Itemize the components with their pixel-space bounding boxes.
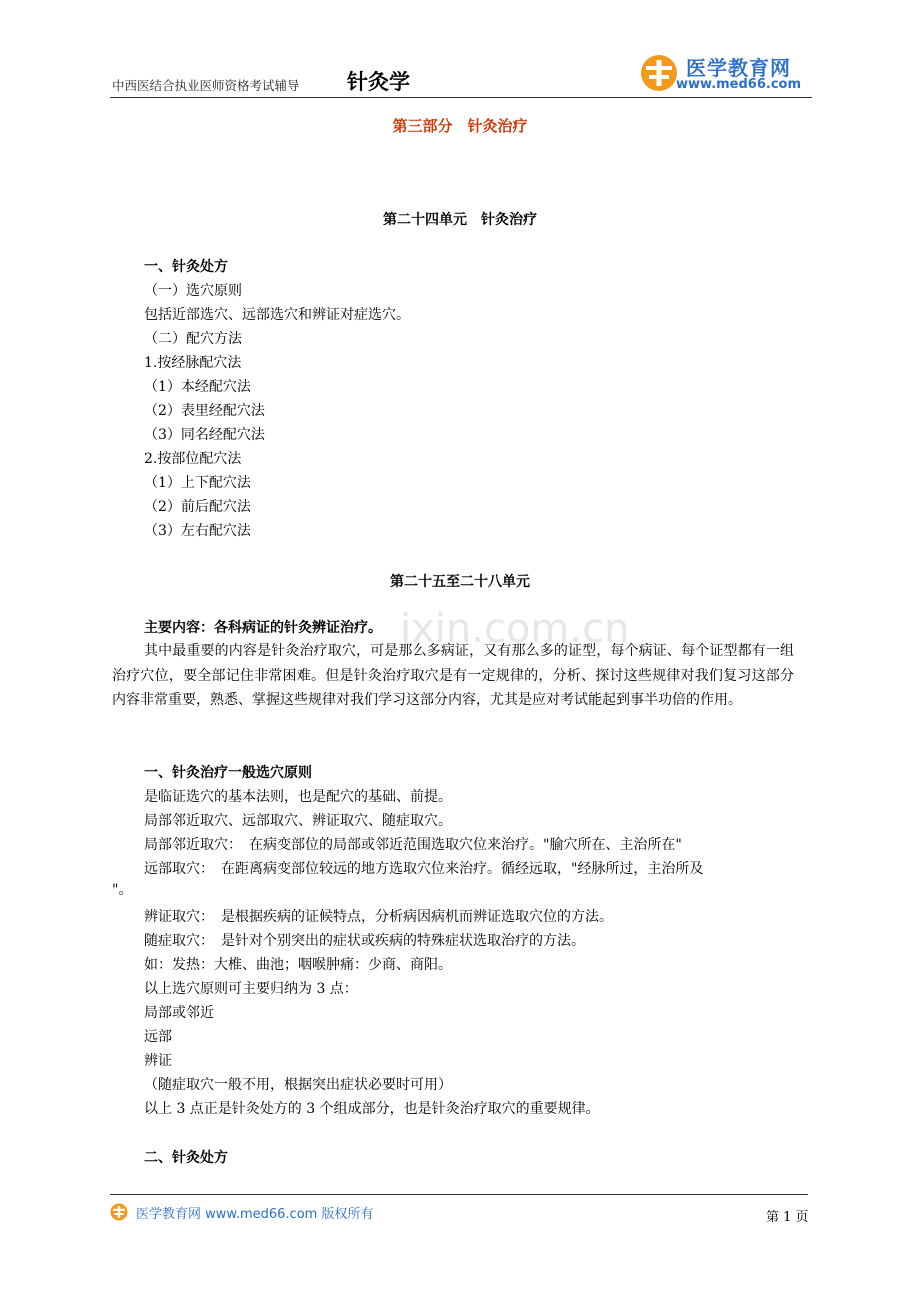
unit-24-heading: 一、针灸处方	[144, 259, 228, 275]
header-subtitle: 中西医结合执业医师资格考试辅导	[112, 78, 300, 93]
footer-copyright-text: 医学教育网 www.med66.com 版权所有	[136, 1207, 374, 1222]
section-1-line: 局部邻近取穴： 在病变部位的局部或邻近范围选取穴位来治疗。"腧穴所在、主治所在"	[144, 837, 682, 853]
unit-24-line: 1.按经脉配穴法	[144, 355, 242, 371]
section-1-line: （随症取穴一般不用，根据突出症状必要时可用）	[144, 1077, 452, 1093]
logo-url: www.med66.com	[676, 77, 802, 92]
unit-24-line: （1）本经配穴法	[144, 379, 251, 395]
main-content-heading: 主要内容：各科病证的针灸辨证治疗。	[144, 620, 382, 636]
part-title: 第三部分 针灸治疗	[392, 117, 528, 135]
section-1-line: 随症取穴： 是针对个别突出的症状或疾病的特殊症状选取治疗的方法。	[144, 933, 585, 949]
section-1-heading: 一、针灸治疗一般选穴原则	[144, 765, 312, 781]
section-2-heading: 二、针灸处方	[144, 1150, 228, 1166]
header-title: 针灸学	[347, 69, 410, 94]
unit-24-line: （1）上下配穴法	[144, 475, 251, 491]
watermark: ixin.com.cn	[400, 606, 630, 652]
section-1-line: 以上 3 点正是针灸处方的 3 个组成部分，也是针灸治疗取穴的重要规律。	[144, 1101, 600, 1117]
unit-24-line: （3）同名经配穴法	[144, 427, 265, 443]
logo-name: 医学教育网	[686, 56, 791, 80]
footer-divider	[110, 1194, 808, 1195]
page-number: 第 1 页	[766, 1210, 809, 1225]
section-1-line: 远部	[144, 1029, 172, 1045]
med66-footer-logo-icon	[110, 1203, 128, 1221]
section-1-line: 辨证取穴： 是根据疾病的证候特点，分析病因病机而辨证选取穴位的方法。	[144, 909, 613, 925]
header-divider	[110, 97, 812, 98]
unit-25-28-title: 第二十五至二十八单元	[390, 574, 530, 590]
unit-24-line: （2）前后配穴法	[144, 499, 251, 515]
section-1-line: 辨证	[144, 1053, 172, 1069]
unit-24-line: 2.按部位配穴法	[144, 451, 242, 467]
unit-24-line: （一）选穴原则	[144, 283, 242, 299]
unit-24-title: 第二十四单元 针灸治疗	[383, 212, 537, 228]
section-1-line: 是临证选穴的基本法则，也是配穴的基础、前提。	[144, 789, 452, 805]
unit-24-line: （二）配穴方法	[144, 331, 242, 347]
section-1-line: 以上选穴原则可主要归纳为 3 点：	[144, 981, 358, 997]
unit-24-line: （2）表里经配穴法	[144, 403, 265, 419]
section-1-line: 局部或邻近	[144, 1005, 214, 1021]
section-1-line: 远部取穴： 在距离病变部位较远的地方选取穴位来治疗。循经远取，"经脉所过，主治所及	[144, 861, 704, 877]
intro-paragraph: 其中最重要的内容是针灸治疗取穴，可是那么多病证，又有那么多的证型，每个病证、每个证型都有一组治疗穴位，要全部记住非常困难。但是针灸治疗取穴是有一定规律的，分析、探讨这些规律对我们复习这部分内容非常重要，熟悉、掌握这些规律对我们学习这部分内容，尤其是应对考试能起到事半功倍的作用。	[112, 643, 794, 708]
unit-24-line: 包括近部选穴、远部选穴和辨证对症选穴。	[144, 307, 410, 323]
brand-logo	[640, 50, 815, 96]
section-1-line: "。	[112, 882, 133, 898]
section-1-line: 局部邻近取穴、远部取穴、辨证取穴、随症取穴。	[144, 813, 452, 829]
unit-24-line: （3）左右配穴法	[144, 523, 251, 539]
med66-logo-icon	[640, 54, 678, 92]
section-1-line: 如：发热：大椎、曲池；咽喉肿痛：少商、商阳。	[144, 957, 452, 973]
